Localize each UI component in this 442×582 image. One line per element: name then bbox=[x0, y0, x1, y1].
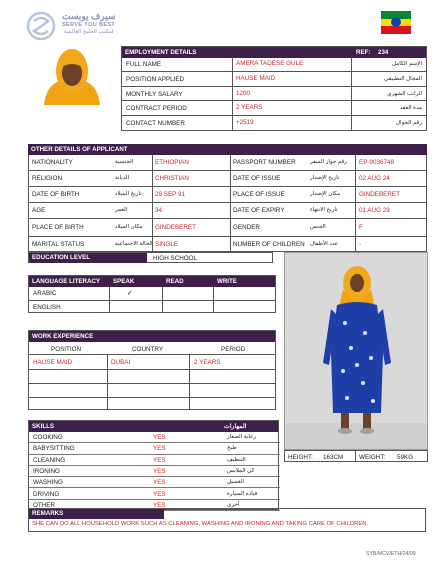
language-literacy-table bbox=[28, 275, 276, 313]
skill-name-arabic: طبخ bbox=[227, 445, 237, 452]
skill-row bbox=[29, 477, 280, 488]
skill-row bbox=[29, 455, 280, 466]
employment-row-label-arabic: المجال التطبيقي bbox=[384, 75, 422, 82]
other-details-header: OTHER DETAILS OF APPLICANT bbox=[28, 144, 427, 155]
write-column-label: WRITE bbox=[217, 278, 237, 285]
column-divider bbox=[355, 237, 356, 252]
skill-name-arabic: قيادة السيارة bbox=[227, 490, 258, 497]
skill-value: YES bbox=[153, 501, 166, 509]
ethiopia-flag bbox=[381, 11, 411, 34]
employment-row bbox=[121, 57, 427, 72]
column-divider bbox=[232, 87, 233, 102]
document-code: SYB/MCV/ETH/24/09 bbox=[366, 551, 416, 557]
language-row-arabic: ARABIC bbox=[33, 290, 57, 297]
logo-arabic-subtext: لمكتب الخليج العالمية bbox=[64, 29, 114, 35]
employment-row-label: CONTRACT PERIOD bbox=[126, 105, 187, 113]
right-field-label-arabic: عدد الأطفال bbox=[310, 240, 339, 247]
skill-value: YES bbox=[153, 467, 166, 475]
logo-english-text: SERVE YOU BEST bbox=[62, 22, 116, 28]
column-divider bbox=[230, 237, 231, 252]
left-field-label: DATE OF BIRTH bbox=[32, 191, 80, 198]
skill-name: WASHING bbox=[33, 479, 63, 487]
column-divider bbox=[230, 203, 231, 219]
skill-name: DRIVING bbox=[33, 490, 60, 498]
height-label: HEIGHT: bbox=[288, 454, 313, 461]
skill-row bbox=[29, 466, 280, 477]
skill-name-arabic: التنظيف bbox=[227, 456, 246, 463]
skill-value: YES bbox=[153, 479, 166, 487]
other-details-row bbox=[28, 203, 427, 219]
weight-label: WEIGHT: bbox=[359, 454, 386, 461]
remarks-text: SHE CAN DO ALL HOUSEHOLD WORK SUCH AS CLEANING, WASHING AND IRONING AND TAKING CARE OF CHILDREN. bbox=[32, 521, 369, 527]
right-field-label-arabic: رقم جواز السفر bbox=[310, 159, 347, 165]
column-divider bbox=[152, 237, 153, 252]
right-field-value: 01 AUG 29 bbox=[359, 207, 390, 214]
measurements-row bbox=[284, 450, 428, 462]
right-field-label-arabic: تاريخ الانتهاء bbox=[310, 207, 338, 213]
employment-row-value: 2 YEARS bbox=[236, 104, 263, 112]
left-field-label-arabic: تاريخ الميلاد bbox=[115, 191, 142, 197]
column-divider bbox=[351, 57, 352, 72]
skills-table bbox=[28, 420, 279, 510]
left-field-value: GINDEBERET bbox=[155, 224, 196, 231]
skill-value: YES bbox=[153, 456, 166, 464]
left-field-value: 34 bbox=[155, 207, 163, 214]
country-column-label: COUNTRY bbox=[132, 346, 164, 353]
left-field-label: RELIGION bbox=[32, 175, 63, 182]
right-field-label: DATE OF EXPIRY bbox=[233, 207, 285, 214]
column-divider bbox=[232, 57, 233, 72]
employment-row-label: MONTHLY SALARY bbox=[126, 90, 183, 98]
other-details-row bbox=[28, 219, 427, 237]
employment-row-label: FULL NAME bbox=[126, 61, 162, 68]
skills-title-arabic: المهارات bbox=[224, 423, 247, 430]
weight-value: 59KG bbox=[397, 454, 414, 461]
employment-row bbox=[121, 72, 427, 87]
column-divider bbox=[152, 219, 153, 237]
employment-row-label-arabic: مدة العقد bbox=[399, 105, 422, 112]
right-field-label-arabic: مكان الإصدار bbox=[310, 191, 341, 197]
right-field-label: NUMBER OF CHILDREN bbox=[233, 240, 305, 248]
left-field-label: NATIONALITY bbox=[32, 159, 73, 166]
column-divider bbox=[230, 187, 231, 203]
position-column-label: POSITION bbox=[51, 346, 82, 353]
remarks-header: REMARKS bbox=[29, 509, 164, 519]
skill-name: BABYSITTING bbox=[33, 445, 75, 453]
employment-row bbox=[121, 87, 427, 102]
left-field-label: MARITAL STATUS bbox=[32, 240, 85, 248]
right-field-label: GENDER bbox=[233, 224, 260, 231]
column-divider bbox=[152, 203, 153, 219]
skill-value: YES bbox=[153, 490, 166, 498]
skill-row bbox=[29, 432, 280, 443]
left-field-value: SINGLE bbox=[155, 240, 179, 248]
left-field-value: 29 SEP 91 bbox=[155, 191, 185, 198]
education-level-value: HIGH SCHOOL bbox=[153, 254, 198, 262]
skill-name-arabic: الغسيل bbox=[227, 479, 244, 486]
logo-emblem-icon bbox=[26, 11, 56, 41]
right-field-value: 02 AUG 24 bbox=[359, 175, 390, 182]
ref-value: 234 bbox=[378, 49, 389, 56]
employment-row bbox=[121, 101, 427, 116]
skill-value: YES bbox=[153, 434, 166, 441]
ref-label: REF: bbox=[356, 49, 371, 56]
right-field-label: PLACE OF ISSUE bbox=[233, 191, 285, 198]
language-row-english: ENGLISH bbox=[33, 304, 61, 311]
employment-row-label-arabic: الإسم الكامل bbox=[392, 61, 422, 67]
applicant-portrait bbox=[30, 45, 114, 105]
skill-name: OTHER bbox=[33, 501, 56, 509]
employment-row-label-arabic: الراتب الشهري bbox=[387, 90, 422, 97]
column-divider bbox=[232, 101, 233, 116]
right-field-label: DATE OF ISSUE bbox=[233, 175, 281, 182]
employment-row-label-arabic: رقم الجوال bbox=[395, 120, 422, 127]
column-divider bbox=[355, 171, 356, 187]
column-divider bbox=[230, 171, 231, 187]
right-field-value: F bbox=[359, 224, 363, 231]
column-divider bbox=[355, 219, 356, 237]
right-field-label-arabic: الجنس bbox=[310, 224, 326, 230]
period-column-label: PERIOD bbox=[221, 346, 246, 353]
right-field-value: EP-9036748 bbox=[359, 159, 395, 166]
applicant-full-photo bbox=[284, 252, 428, 450]
left-field-value: ETHIOPIAN bbox=[155, 159, 189, 166]
column-divider bbox=[355, 203, 356, 219]
column-divider bbox=[351, 101, 352, 116]
read-column-label: READ bbox=[166, 278, 184, 285]
other-details-row bbox=[28, 187, 427, 203]
work-row-position: HAUSE MAID bbox=[33, 359, 73, 366]
left-field-label-arabic: الجنسية bbox=[115, 159, 134, 165]
left-field-label-arabic: مكان الميلاد bbox=[115, 224, 143, 230]
remarks-section bbox=[28, 508, 426, 532]
employment-row bbox=[121, 116, 427, 131]
column-divider bbox=[152, 187, 153, 203]
left-field-label-arabic: العمر bbox=[115, 207, 128, 213]
employment-details-title: EMPLOYMENT DETAILS bbox=[125, 49, 197, 56]
language-header-row bbox=[29, 276, 275, 287]
skill-name-arabic: رعاية الصغار bbox=[227, 434, 257, 440]
employment-row-value: AMERA TADESE GULE bbox=[236, 60, 304, 67]
employment-row-value: +2519 bbox=[236, 119, 254, 127]
skill-value: YES bbox=[153, 445, 166, 453]
left-field-label-arabic: الحالة الاجتماعية bbox=[115, 240, 153, 247]
employment-row-value: 1200 bbox=[236, 89, 251, 97]
education-level-label: EDUCATION LEVEL bbox=[29, 253, 147, 263]
arabic-speak-check: ✓ bbox=[127, 290, 133, 297]
skill-name: IRONING bbox=[33, 467, 60, 475]
other-details-row bbox=[28, 237, 427, 252]
skills-header bbox=[29, 421, 278, 432]
speak-column-label: SPEAK bbox=[113, 278, 135, 285]
employment-row-label: POSITION APPLIED bbox=[126, 75, 185, 83]
column-divider bbox=[232, 116, 233, 131]
column-divider bbox=[232, 72, 233, 87]
language-literacy-label: LANGUAGE LITERACY bbox=[32, 278, 101, 285]
column-divider bbox=[152, 171, 153, 187]
left-field-label-arabic: الديانة bbox=[115, 175, 130, 181]
column-divider bbox=[355, 187, 356, 203]
other-details-row bbox=[28, 171, 427, 187]
logo-arabic-text: سيرف يوبست bbox=[62, 11, 116, 21]
skill-row bbox=[29, 443, 280, 454]
left-field-label: PLACE OF BIRTH bbox=[32, 224, 84, 231]
skill-name: COOKING bbox=[33, 434, 63, 441]
column-divider bbox=[351, 116, 352, 131]
skill-row bbox=[29, 489, 280, 500]
skills-title: SKILLS bbox=[32, 423, 55, 430]
work-experience-table bbox=[28, 330, 276, 410]
column-divider bbox=[230, 155, 231, 171]
employment-row-label: CONTACT NUMBER bbox=[126, 120, 185, 128]
work-row-country: DUBAI bbox=[111, 359, 131, 366]
right-field-label: PASSPORT NUMBER bbox=[233, 159, 296, 166]
column-divider bbox=[351, 72, 352, 87]
left-field-value: CHRISTIAN bbox=[155, 175, 189, 182]
right-field-label-arabic: تاريخ الإصدار bbox=[310, 175, 340, 181]
skill-name-arabic: أخرى bbox=[227, 501, 240, 508]
flag-emblem-icon bbox=[391, 17, 401, 27]
column-divider bbox=[230, 219, 231, 237]
employment-row-value: HAUSE MAID bbox=[236, 74, 276, 82]
column-divider bbox=[152, 155, 153, 171]
height-value: 163CM bbox=[323, 454, 344, 461]
left-field-label: AGE bbox=[32, 207, 46, 214]
other-details-row bbox=[28, 155, 427, 171]
skill-name: CLEANING bbox=[33, 456, 66, 464]
skill-name-arabic: كي الملابس bbox=[227, 467, 255, 474]
work-experience-header: WORK EXPERIENCE bbox=[29, 331, 275, 342]
right-field-value: GINDEBERET bbox=[359, 191, 400, 198]
column-divider bbox=[351, 87, 352, 102]
education-level-row bbox=[28, 252, 273, 263]
right-field-value: - bbox=[359, 240, 362, 248]
work-row-period: 2 YEARS bbox=[194, 359, 221, 366]
company-logo bbox=[26, 11, 126, 43]
column-divider bbox=[355, 155, 356, 171]
